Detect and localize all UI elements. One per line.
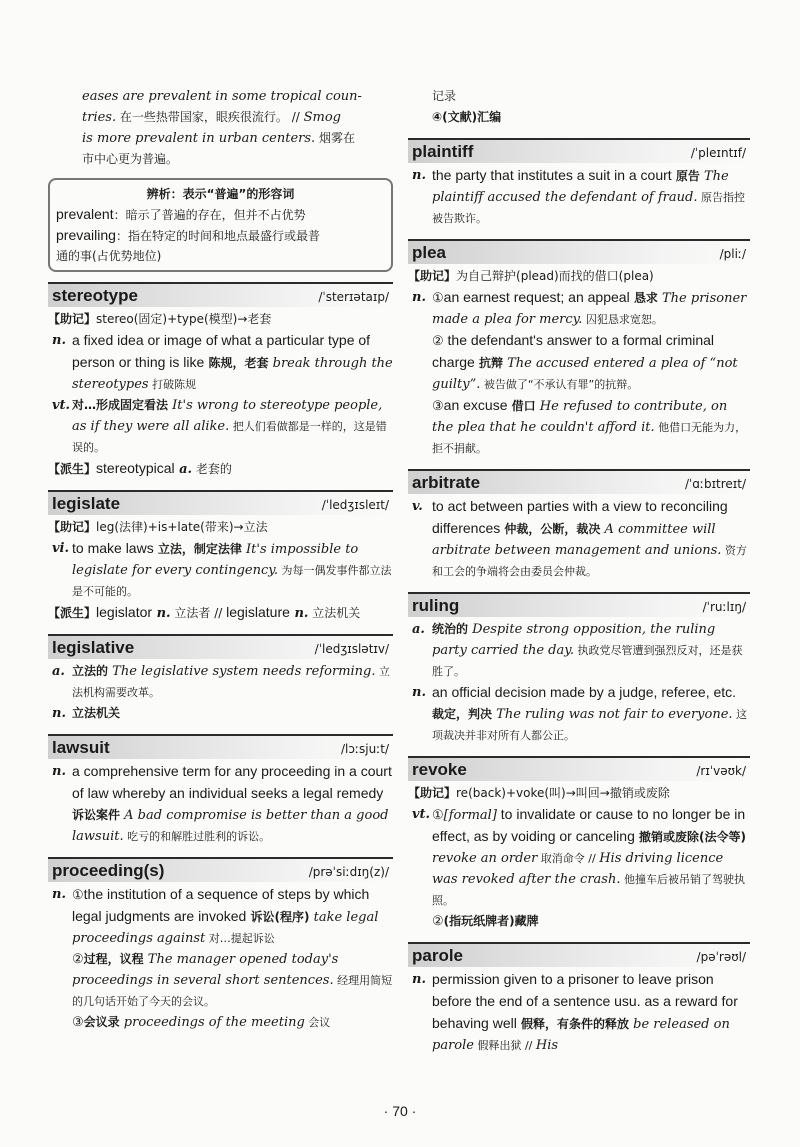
definition: n. a fixed idea or image of what a particular type of person or thing is like 陈规，老套 break through the stereotypes 打破陈规 [52, 332, 393, 392]
definition: vt. ①[formal] to invalidate or cause to no longer be in effect, as by voiding or canceling 撤销或废除(法令等) revoke an order 取消命令 // His driving licence was revoked after the crash. 他撞车后被吊销了驾驶执照。 [412, 806, 747, 907]
pronunciation: /ˈruːlɪŋ/ [702, 600, 746, 614]
definition: ②过程，议程 The manager opened today's proceedings in several short sentences. 经理用简短的几句话开始了今天的会议。 [72, 952, 393, 1008]
derivative-note: 【派生】legislator n. 立法者 // legislature n. 立法机关 [48, 604, 361, 621]
definition: v. to act between parties with a view to reconciling differences 仲裁，公断，裁决 A committee will arbitrate between management and unions. 资方和工会的争端将会由委员会仲裁。 [412, 498, 747, 578]
headword: plea [412, 243, 447, 262]
translation-text: 在一些热带国家，眼疾很流行。 // [116, 110, 304, 124]
mnemonic-note: 【助记】leg(法律)+is+late(带来)→立法 [48, 520, 268, 534]
headword: arbitrate [412, 473, 481, 492]
sense-number: ③ [72, 1015, 84, 1030]
mnemonic-note: 【助记】为自己辩护(plead)而找的借口(plea) [408, 269, 654, 283]
carryover-entry [408, 86, 750, 128]
definition: vi. to make laws 立法，制定法律 It's impossible to legislate for every contingency. 为每一偶发事件都立法是不可能的。 [52, 540, 392, 598]
translation-text: 市中心更为普遍。 [82, 152, 179, 166]
headword: proceeding(s) [52, 861, 165, 880]
sense-number: ② [72, 952, 84, 967]
part-of-speech: n. [52, 706, 66, 721]
definition: n. an official decision made by a judge, referee, etc. 裁定，判决 The ruling was not fair to everyone. 这项裁决并非对所有人都公正。 [412, 684, 748, 742]
part-of-speech: n. [412, 168, 426, 183]
part-of-speech: v. [412, 499, 423, 514]
page-number: · 70 · [383, 1103, 417, 1119]
headword: parole [412, 946, 464, 965]
definition: a. 立法的 The legislative system needs reforming. 立法机构需要改革。 [48, 661, 393, 703]
entry-header-arbitrate [408, 469, 750, 494]
part-of-speech: n. [52, 764, 66, 779]
entry-header-legislative [48, 634, 393, 659]
definition: n. ①the institution of a sequence of steps by which legal judgments are invoked 诉讼(程序) take legal proceedings against 对…提起诉讼 [52, 886, 379, 946]
pronunciation: /ˈɑːbɪtreɪt/ [684, 477, 746, 491]
part-of-speech: a. [52, 664, 65, 679]
pronunciation: /ˈsterɪətaɪp/ [318, 290, 389, 304]
usage-note-line: prevailing：指在特定的时间和地点最盛行或最普 [56, 227, 320, 243]
definition: ③会议录 proceedings of the meeting 会议 [72, 1015, 331, 1030]
pronunciation: /ˈledʒɪsleɪt/ [321, 498, 389, 512]
usage-note-line: prevalent：暗示了普遍的存在，但并不占优势 [56, 206, 306, 222]
definition: a. 统治的 Despite strong opposition, the ruling party carried the day. 执政党尽管遭到强烈反对，还是获胜了。 [408, 619, 750, 682]
part-of-speech: n. [412, 972, 426, 987]
definition: n. permission given to a prisoner to leave prison before the end of a sentence usu. as a reward for behaving well 假释，有条件的释放 be released on parole 假释出狱 // His [412, 971, 738, 1053]
definition: n. 立法机关 [48, 703, 393, 724]
example-text: tries. [82, 110, 117, 125]
translation-text: 烟雾在 [315, 131, 355, 145]
usage-note-line: 通的事(占优势地位) [56, 249, 162, 263]
headword: legislative [52, 638, 135, 657]
pronunciation: /rɪˈvəʊk/ [696, 764, 746, 778]
sense-number: ② [432, 334, 444, 349]
usage-note-title: 辨析：表示“普遍”的形容词 [146, 187, 295, 201]
pronunciation: /prəˈsiːdɪŋ(z)/ [308, 865, 389, 879]
translation-text: 记录 [432, 89, 457, 103]
entry-header-stereotype [48, 282, 393, 307]
right-column [408, 86, 750, 1056]
definition: vt. 对…形成固定看法 It's wrong to stereotype people, as if they were all alike. 把人们看做都是一样的，这是错误的。 [48, 395, 393, 458]
entry-header-legislate [48, 490, 393, 515]
definition: ③an excuse 借口 He refused to contribute, on the plea that he couldn't afford it. 他借口无能为力，拒不捐献。 [432, 397, 747, 455]
part-of-speech: n. [412, 685, 426, 700]
left-column [48, 86, 393, 1033]
sense-number: ① [432, 808, 444, 823]
part-of-speech: n. [52, 887, 66, 902]
headword: legislate [52, 494, 121, 513]
entry-header-parole [408, 942, 750, 967]
entry-header-plea [408, 239, 750, 264]
part-of-speech: vt. [52, 398, 71, 413]
part-of-speech: n. [412, 290, 426, 305]
definition: n. ①an earnest request; an appeal 恳求 The prisoner made a plea for mercy. 囚犯恳求宽恕。 [412, 289, 747, 327]
part-of-speech: n. [52, 333, 66, 348]
carryover-entry [48, 86, 393, 170]
sense-number: ③ [432, 399, 444, 414]
mnemonic-note: 【助记】re(back)+voke(叫)→叫回→撤销或废除 [408, 786, 670, 800]
sense-number: ① [72, 888, 84, 903]
headword: stereotype [52, 286, 138, 305]
part-of-speech: a. [412, 622, 425, 637]
pronunciation: /ˈpleɪntɪf/ [690, 146, 746, 160]
entry-header-plaintiff [408, 138, 750, 163]
pronunciation: /lɔːsjuːt/ [341, 742, 389, 756]
headword: ruling [412, 596, 460, 615]
usage-note-box [48, 178, 393, 272]
definition: n. a comprehensive term for any proceeding in a court of law whereby an individual seeks a legal remedy 诉讼案件 A bad compromise is better than a good lawsuit. 吃亏的和解胜过胜利的诉讼。 [52, 763, 392, 844]
example-text: is more prevalent in urban centers. [82, 131, 316, 146]
mnemonic-note: 【助记】stereo(固定)+type(模型)→老套 [48, 312, 272, 326]
headword: revoke [412, 760, 467, 779]
example-text: Smog [303, 110, 342, 125]
part-of-speech: vi. [52, 541, 70, 556]
entry-header-revoke [408, 756, 750, 781]
entry-header-ruling [408, 592, 750, 617]
definition: n. the party that institutes a suit in a court 原告 The plaintiff accused the defendant of fraud. 原告指控被告欺诈。 [412, 167, 745, 225]
headword: lawsuit [52, 738, 110, 757]
sense-number: ② [432, 914, 444, 929]
derivative-note: 【派生】stereotypical a. 老套的 [48, 460, 232, 477]
entry-header-lawsuit [48, 734, 393, 759]
part-of-speech: vt. [412, 807, 431, 822]
pronunciation: /pəˈrəʊl/ [696, 950, 746, 964]
sense-number: ① [432, 291, 444, 306]
pronunciation: /pliː/ [719, 247, 746, 261]
headword: plaintiff [412, 142, 474, 161]
example-text: eases are prevalent in some tropical coun- [82, 89, 362, 104]
entry-header-proceedings [48, 857, 393, 882]
definition: ② the defendant's answer to a formal criminal charge 抗辩 The accused entered a plea of “not guilty”. 被告做了“不承认有罪”的抗辩。 [432, 332, 738, 392]
pronunciation: /ˈledʒɪslətɪv/ [314, 642, 389, 656]
definition: ②(指玩纸牌者)藏牌 [432, 914, 539, 929]
sense-text: ④(文献)汇编 [432, 110, 502, 124]
